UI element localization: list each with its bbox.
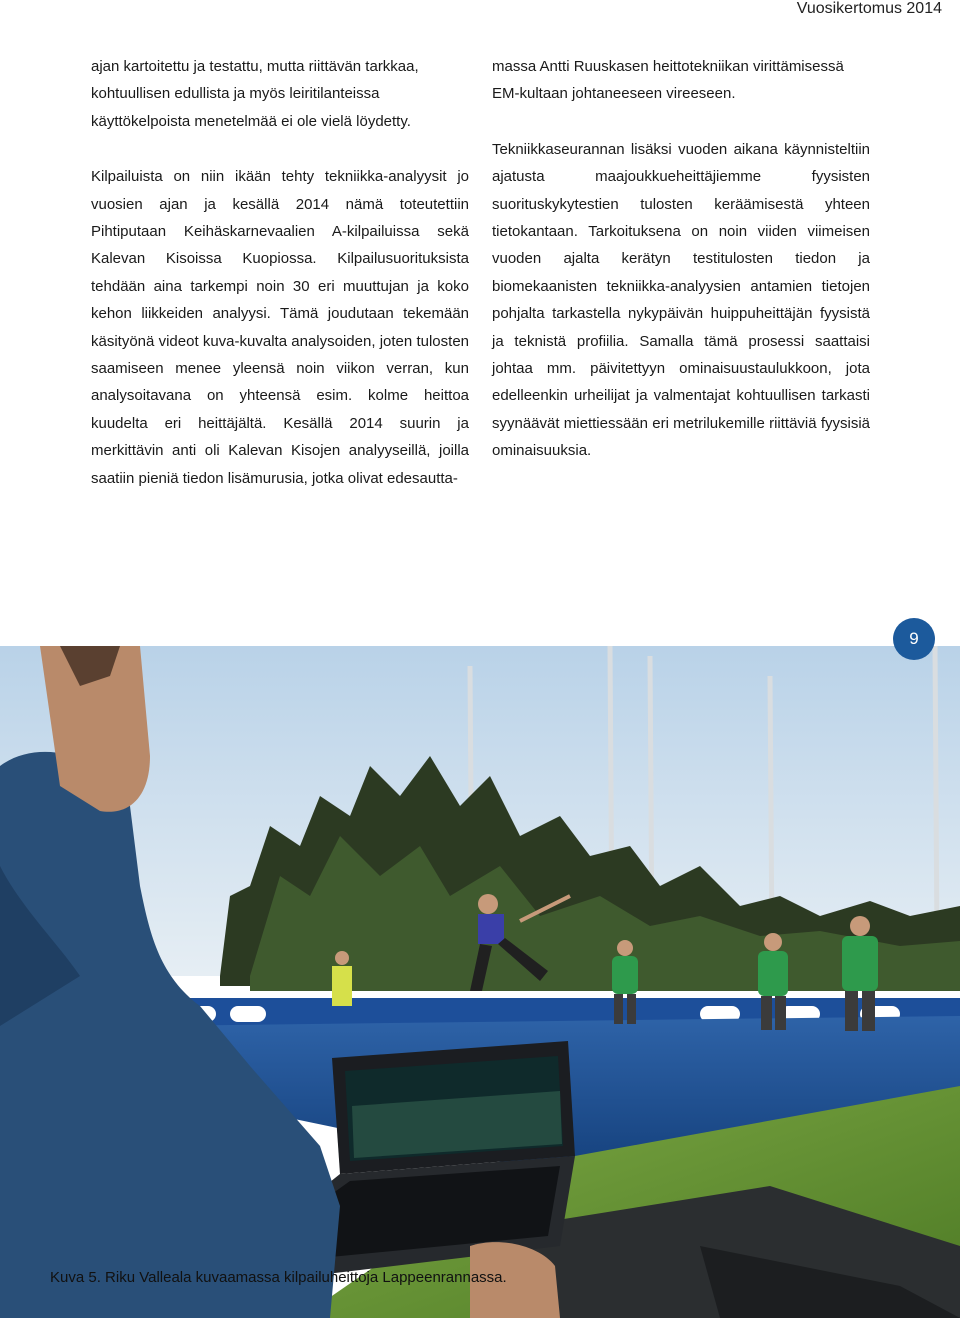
right-text-column (492, 53, 870, 465)
running-header: Vuosikertomus 2014 (796, 0, 942, 17)
figure-caption: Kuva 5. Riku Valleala kuvaamassa kilpailuheittoja Lappeenrannassa. (50, 1269, 507, 1286)
body-paragraph: ajan kartoitettu ja testattu, mutta riittävän tarkkaa, kohtuullisen edullista ja myös leiritilanteissa käyttökelpoista menetelmää ei ole vielä löydetty. (91, 58, 419, 130)
photo-laptop-at-stadium (0, 646, 960, 1318)
body-paragraph: Kilpailuista on niin ikään tehty tekniikka-analyysit jo vuosien ajan ja kesällä 2014 nämä toteutettiin Pihtiputaan Keihäskarnevaalien A-kilpailuissa sekä Kalevan Kisoissa Kuopiossa. Kilpailusuorituksista tehdään aina tarkempi noin 30 eri muuttujan ja koko kehon liikkeiden analyysi. Tämä joudutaan tekemään käsityönä videot kuva-kuvalta analysoiden, joten tulosten saamiseen menee yleensä noin viikon verran, kun analysoitavana on yhteensä esim. kolme heittoa kuudelta eri heittäjältä. Kesällä 2014 suurin ja merkittävin anti oli Kalevan Kisojen analyyseillä, joilla saatiin pieniä tiedon lisämurusia, jotka olivat edesautta- (91, 168, 469, 487)
page-number-badge: 9 (893, 618, 935, 660)
body-paragraph: Tekniikkaseurannan lisäksi vuoden aikana käynnisteltiin ajatusta maajoukkueheittäjiemme fyysisten suorituskykytestien tulosten keräämisestä yhteen tietokantaan. Tarkoituksena on noin viiden viimeisen vuoden ajalta kerätyn testitulosten tiedon ja biomekaanisten tekniikka-analyysien antamien tietojen pohjalta tarkastella nykypäivän huippuheittäjän fyysistä ja teknistä profiilia. Samalla tämä prosessi saattaisi johtaa mm. päivitettyyn ominaisuustaulukkoon, jota edelleenkin urheilijat ja valmentajat kohtuullisen tarkasti syynäävät miettiessään eri metrilukemille riittäviä fyysisiä ominaisuuksia. (492, 140, 870, 460)
left-text-column (91, 53, 469, 492)
body-paragraph: massa Antti Ruuskasen heittotekniikan virittämisessä EM-kultaan johtaneeseen vireeseen. (492, 58, 844, 103)
laptop (300, 1041, 575, 1276)
